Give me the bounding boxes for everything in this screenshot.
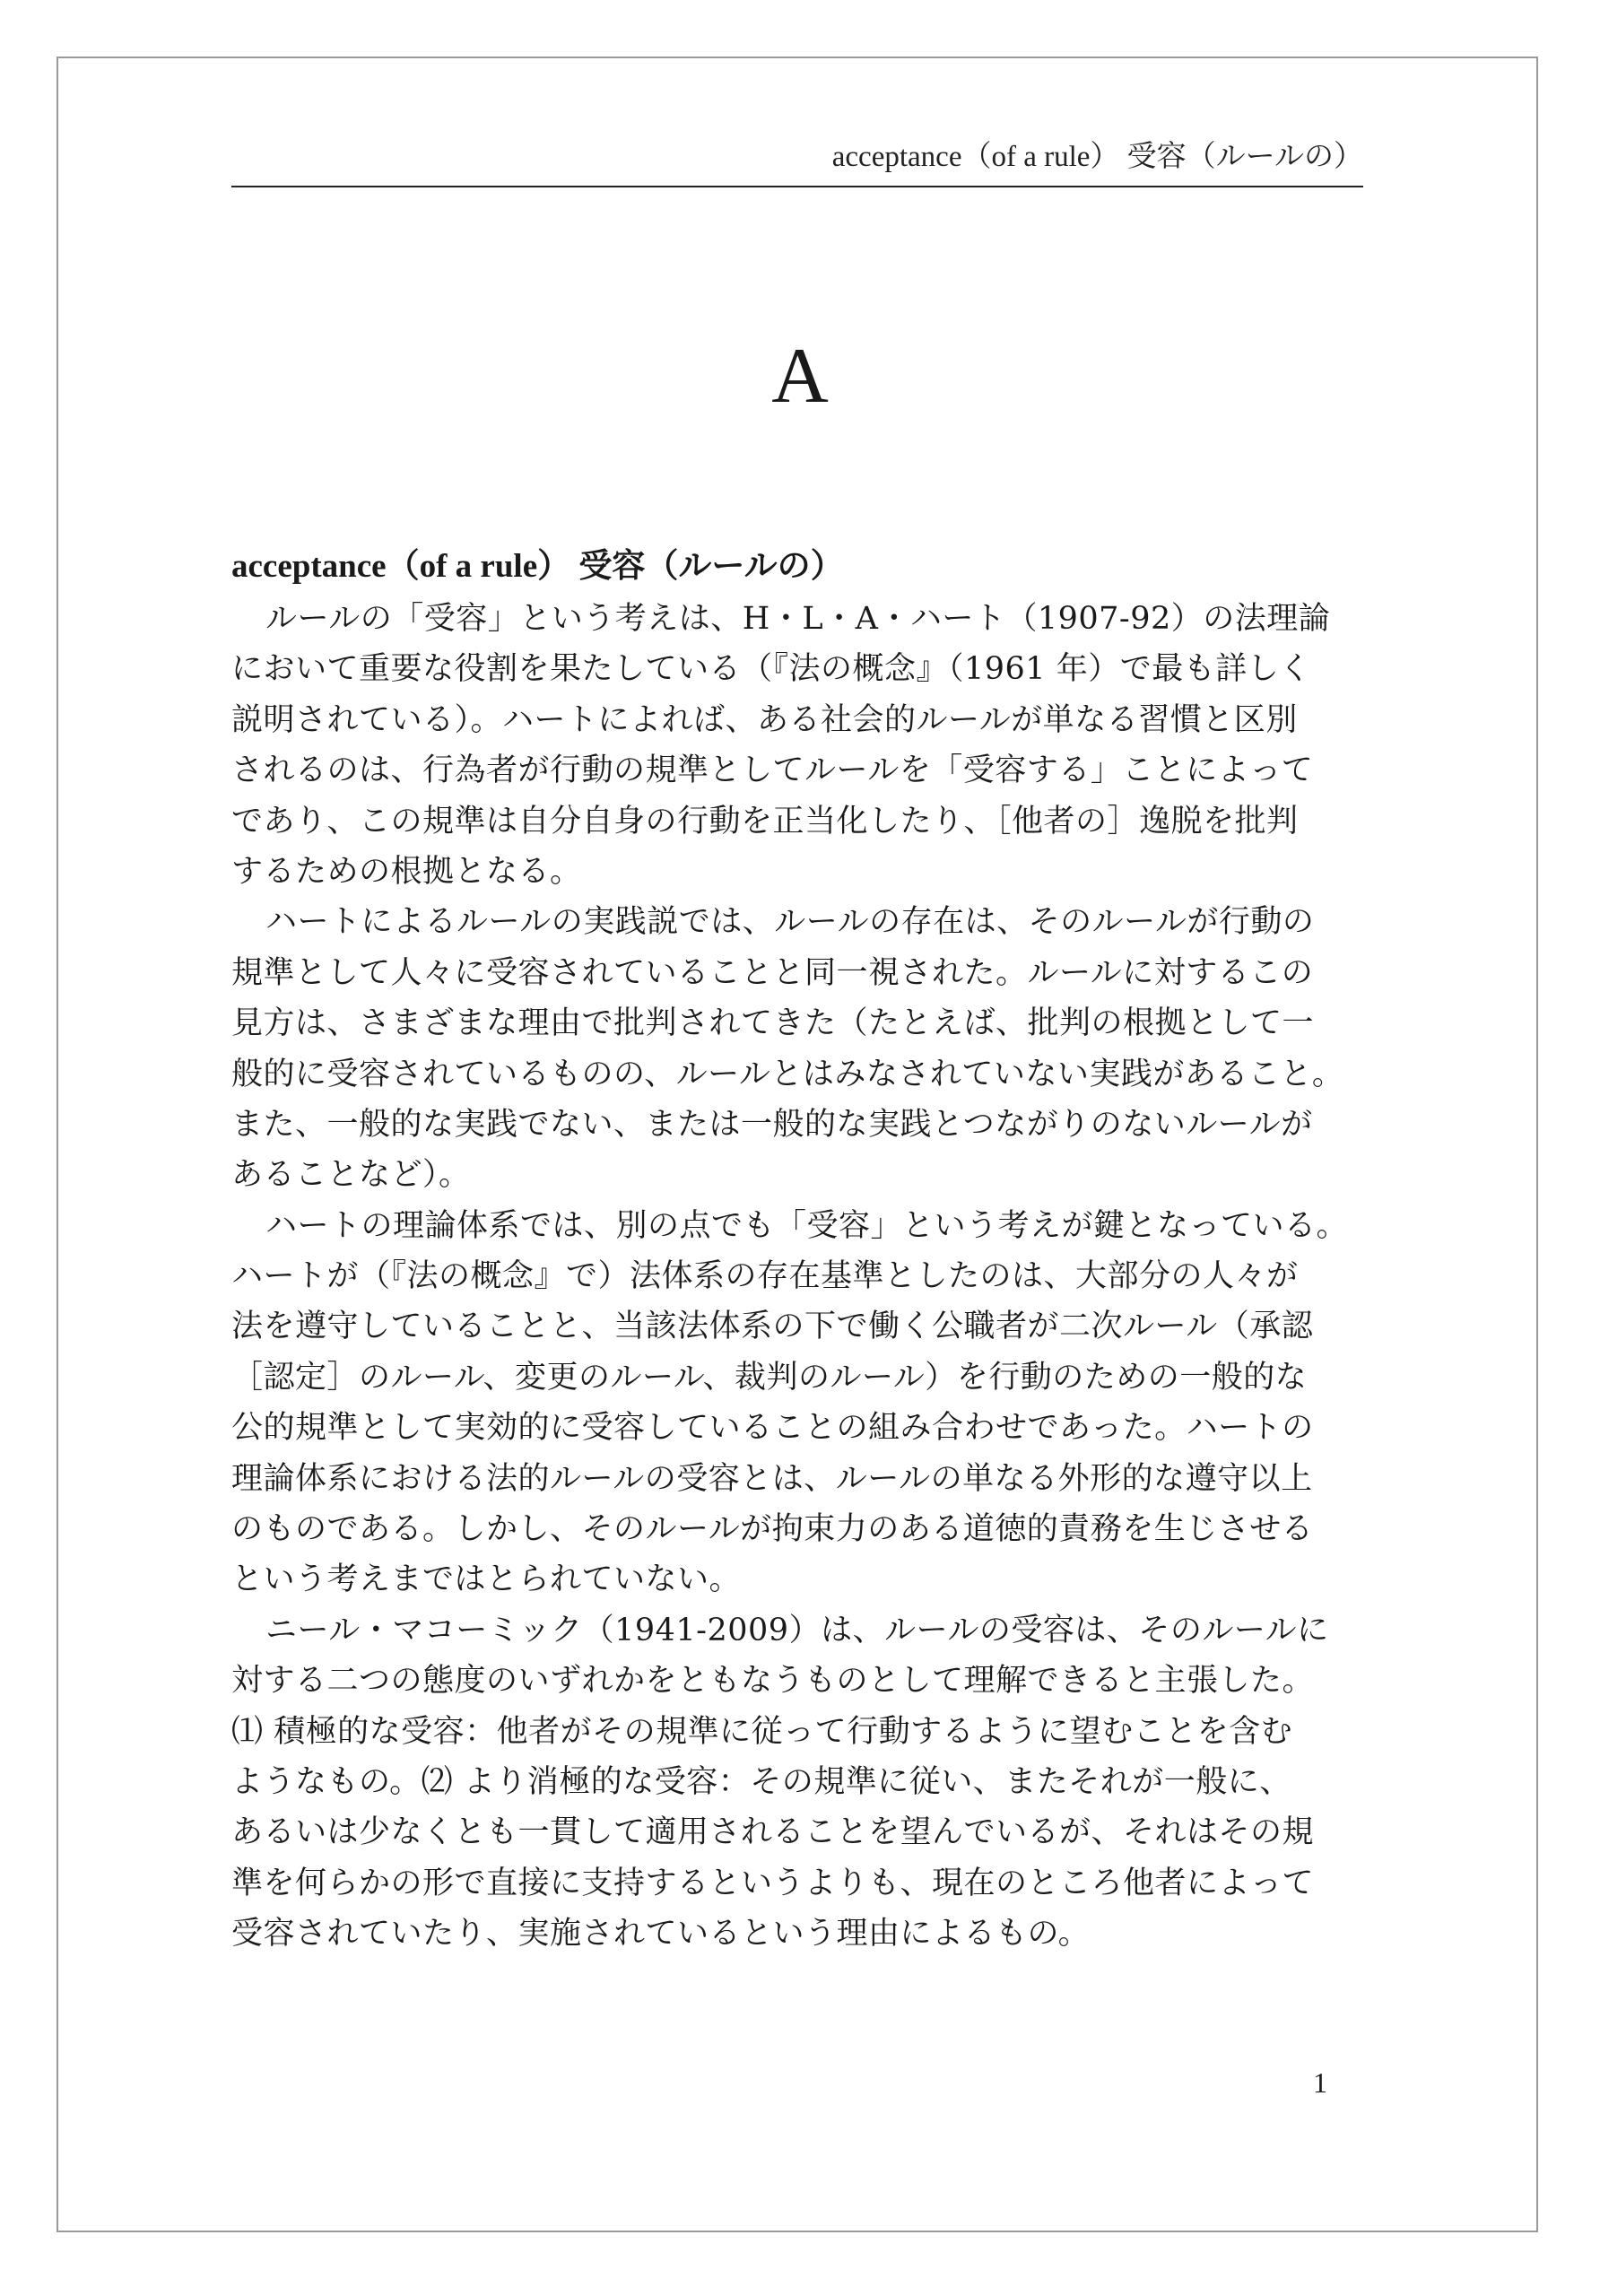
entry-body (231, 594, 1369, 1960)
body-line: あるいは少なくとも一貫して適用されることを望んでいるが、それはその規 (231, 1814, 1315, 1851)
body-line: ハートによるルールの実践説では、ルールの存在は、そのルールが行動の (265, 904, 1315, 941)
body-line: のものである。しかし、そのルールが拘束力のある道徳的責務を生じさせる (231, 1511, 1314, 1548)
body-line: されるのは、行為者が行動の規準としてルールを「受容する」ことによって (231, 752, 1314, 789)
body-line: 準を何らかの形で直接に支持するというよりも、現在のところ他者によって (231, 1865, 1315, 1901)
body-line: あることなど）。 (231, 1157, 471, 1194)
body-line: 般的に受容されているものの、ルールとはみなされていない実践があること。 (231, 1056, 1344, 1092)
body-line: ハートが（『法の概念』で）法体系の存在基準としたのは、大部分の人々が (231, 1258, 1299, 1295)
dictionary-entry (231, 540, 1369, 1960)
body-line: 説明されている）。ハートによれば、ある社会的ルールが単なる習慣と区別 (231, 701, 1298, 738)
page-number: 1 (1313, 2066, 1327, 2099)
body-line: 見方は、さまざまな理由で批判されてきた（たとえば、批判の根拠として一 (231, 1005, 1315, 1042)
body-line: ようなもの。⑵ より消極的な受容：その規準に従い、またそれが一般に、 (231, 1763, 1291, 1800)
body-line: 公的規準として実効的に受容していることの組み合わせであった。ハートの (231, 1410, 1314, 1447)
section-letter: A (771, 333, 829, 420)
body-line: において重要な役割を果たしている（『法の概念』（1961 年）で最も詳しく (231, 651, 1311, 688)
body-line: であり、この規準は自分自身の行動を正当化したり、［他者の］逸脱を批判 (231, 803, 1299, 839)
body-line: するための根拠となる。 (231, 853, 582, 890)
running-head: acceptance（of a rule） 受容（ルールの） (831, 141, 1363, 173)
body-line: 対する二つの態度のいずれかをともなうものとして理解できると主張した。 (231, 1663, 1315, 1700)
body-line: 理論体系における法的ルールの受容とは、ルールの単なる外形的な遵守以上 (231, 1460, 1313, 1497)
body-line: という考えまではとられていない。 (231, 1561, 742, 1598)
header-rule (231, 186, 1363, 187)
body-line: ルールの「受容」という考えは、H・L・A・ハート（1907-92）の法理論 (265, 601, 1331, 637)
body-line: 受容されていたり、実施されているという理由によるもの。 (231, 1916, 1091, 1952)
entry-title: acceptance（of a rule） 受容（ルールの） (231, 548, 844, 585)
body-line: 法を遵守していることと、当該法体系の下で働く公職者が二次ルール（承認 (231, 1309, 1314, 1345)
body-line: ⑴ 積極的な受容：他者がその規準に従って行動するように望むことを含む (231, 1713, 1293, 1750)
body-line: ニール・マコーミック（1941-2009）は、ルールの受容は、そのルールに (265, 1612, 1329, 1648)
body-line: 規準として人々に受容されていることと同一視された。ルールに対するこの (231, 954, 1314, 991)
body-line: ハートの理論体系では、別の点でも「受容」という考えが鍵となっている。 (265, 1207, 1349, 1244)
body-line: また、一般的な実践でない、または一般的な実践とつながりのないルールが (231, 1106, 1313, 1143)
body-line: ［認定］のルール、変更のルール、裁判のルール）を行動のための一般的な (231, 1359, 1308, 1396)
